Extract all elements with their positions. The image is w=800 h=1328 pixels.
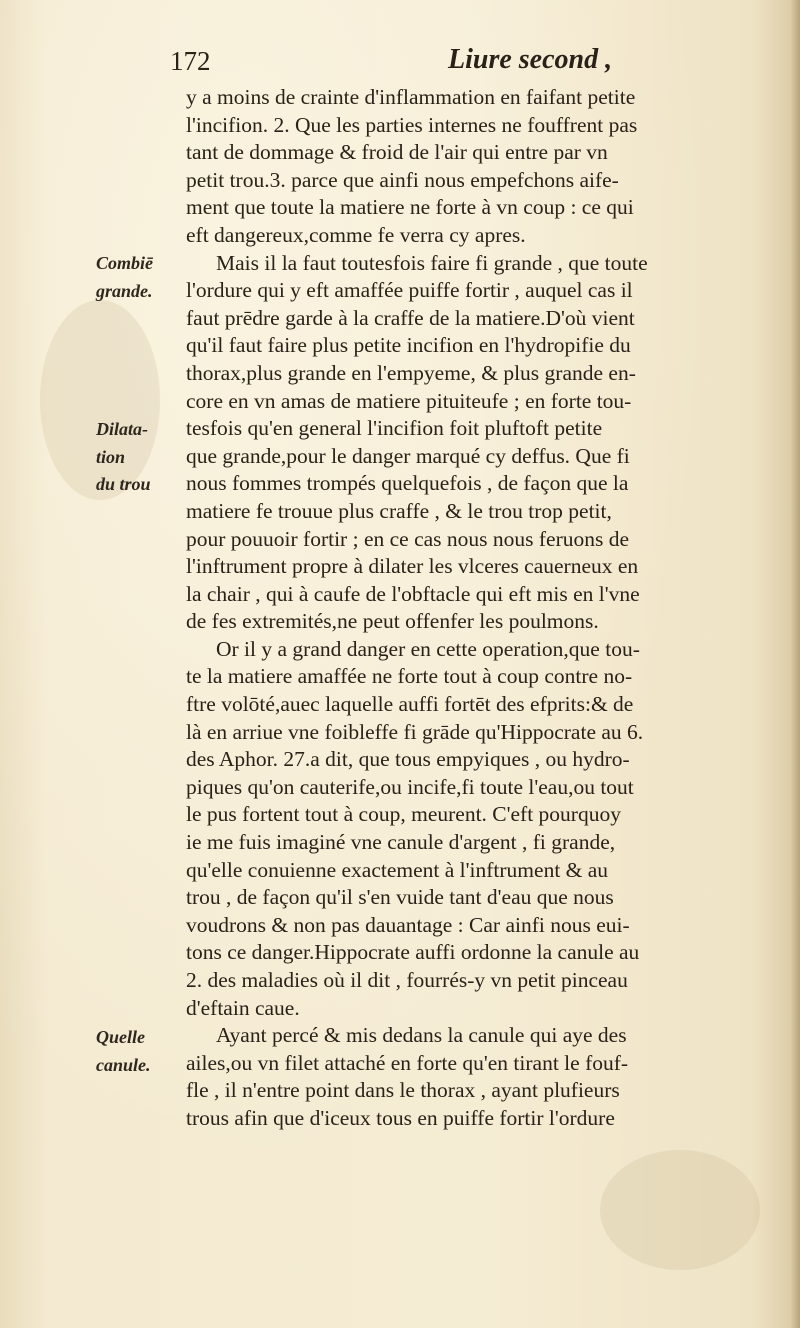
margin-note-line: Dilata-	[96, 419, 148, 439]
text-line: l'inftrument propre à dilater les vlceres cauerneux en	[186, 554, 639, 579]
body-text	[186, 84, 760, 1133]
page-edge-shadow	[790, 0, 800, 1328]
text-line: voudrons & non pas dauantage : Car ainfi nous eui-	[186, 912, 630, 937]
text-line: ie me fuis imaginé vne canule d'argent , fi grande,	[186, 830, 616, 855]
text-line: thorax,plus grande en l'empyeme, & plus grande en-	[186, 360, 636, 385]
text-line: l'ordure qui y eft amaffée puiffe fortir , auquel cas il	[186, 278, 633, 303]
margin-note-line: Quelle	[96, 1027, 145, 1047]
text-line: le pus fortent tout à coup, meurent. C'eft pourquoy	[186, 802, 621, 827]
text-line: y a moins de crainte d'inflammation en faifant petite	[186, 85, 636, 109]
text-line: tons ce danger.Hippocrate auffi ordonne la canule au	[186, 940, 640, 965]
text-line: tant de dommage & froid de l'air qui entre par vn	[186, 140, 608, 165]
margin-note	[96, 250, 153, 305]
text-line: pour pouuoir fortir ; en ce cas nous nous feruons de	[186, 526, 630, 551]
text-line: 2. des maladies où il dit , fourrés-y vn petit pinceau	[186, 968, 628, 992]
text-line: te la matiere amaffée ne forte tout à coup contre no-	[186, 664, 633, 689]
text-line: petit trou.3. parce que ainfi nous empefchons aife-	[186, 167, 619, 192]
text-line: la chair , qui à caufe de l'obftacle qui eft mis en l'vne	[186, 581, 640, 606]
text-line: nous fommes trompés quelquefois , de façon que la	[186, 471, 629, 496]
margin-notes	[96, 0, 186, 1328]
text-line: de fes extremités,ne peut offenfer les poulmons.	[186, 609, 599, 634]
margin-note	[96, 416, 151, 499]
text-line: là en arriue vne foibleffe fi grāde qu'Hippocrate au 6.	[186, 719, 644, 744]
margin-note-line: Combiē	[96, 253, 153, 273]
text-line: trous afin que d'iceux tous en puiffe fortir l'ordure	[186, 1105, 615, 1130]
margin-note-line: du trou	[96, 474, 151, 495]
text-line: ailes,ou vn filet attaché en forte qu'en tirant le fouf-	[186, 1050, 629, 1075]
text-line: trou , de façon qu'il s'en vuide tant d'eau que nous	[186, 885, 614, 910]
text-line: Or il y a grand danger en cette operation,que tou-	[216, 636, 640, 661]
text-line: ment que toute la matiere ne forte à vn coup : ce qui	[186, 195, 634, 220]
page-header	[170, 46, 630, 80]
page-number: 172	[170, 46, 211, 76]
text-line: l'incifion. 2. Que les parties internes ne fouffrent pas	[186, 112, 638, 137]
margin-note-line: canule.	[96, 1054, 151, 1075]
text-line: que grande,pour le danger marqué cy deffus. Que fi	[186, 443, 630, 468]
text-line: core en vn amas de matiere pituiteufe ; en forte tou-	[186, 388, 632, 413]
margin-note-line: grande.	[96, 280, 153, 301]
text-line: fle , il n'entre point dans le thorax , ayant plufieurs	[186, 1078, 620, 1103]
text-line: Ayant percé & mis dedans la canule qui aye des	[216, 1023, 627, 1048]
margin-note-line: tion	[96, 446, 126, 467]
text-line: qu'elle conuienne exactement à l'inftrument & au	[186, 857, 609, 882]
text-line: matiere fe trouue plus craffe , & le trou trop petit,	[186, 498, 612, 523]
running-title: Liure second ,	[448, 44, 613, 75]
text-line: eft dangereux,comme fe verra cy apres.	[186, 222, 526, 247]
text-line: Mais il la faut toutesfois faire fi grande , que toute	[216, 250, 648, 275]
text-line: qu'il faut faire plus petite incifion en l'hydropifie du	[186, 333, 631, 358]
text-line: piques qu'on cauterife,ou incife,fi toute l'eau,ou tout	[186, 774, 634, 799]
margin-note	[96, 1024, 151, 1079]
paper-stain	[600, 1150, 760, 1270]
text-line: ftre volōté,auec laquelle auffi fortēt des efprits:& de	[186, 692, 634, 717]
text-line: faut prēdre garde à la craffe de la matiere.D'où vient	[186, 305, 635, 330]
text-line: des Aphor. 27.a dit, que tous empyiques , ou hydro-	[186, 747, 630, 772]
text-line: tesfois qu'en general l'incifion foit pluftoft petite	[186, 416, 603, 441]
text-line: d'eftain caue.	[186, 995, 300, 1020]
